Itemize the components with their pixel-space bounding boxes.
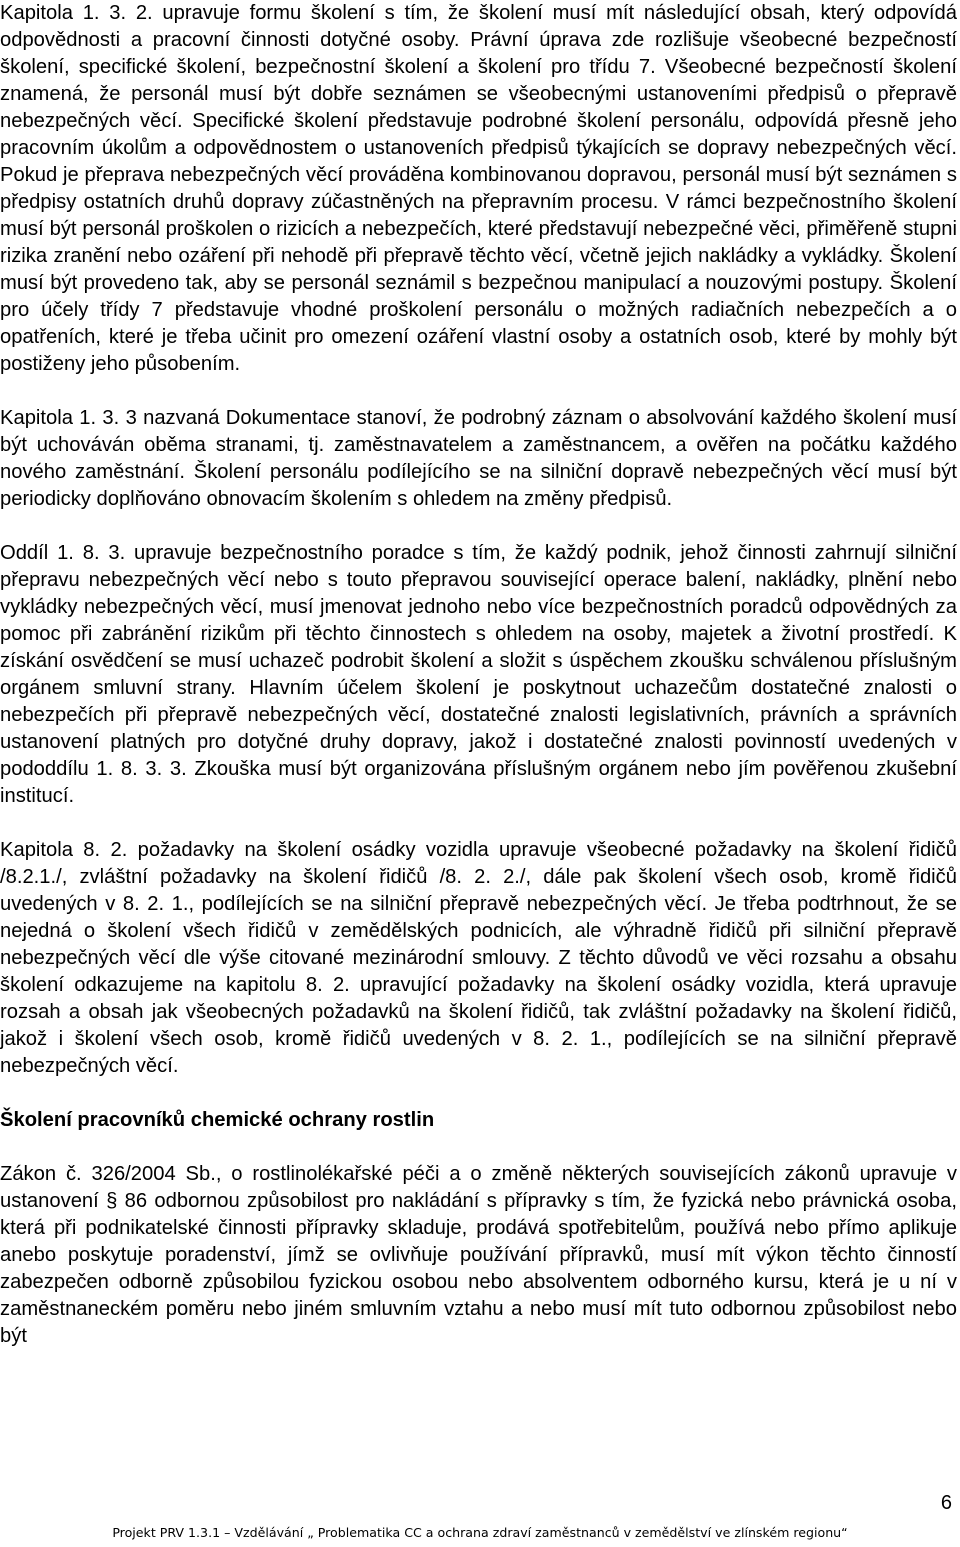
paragraph-oddil-1-8-3: Oddíl 1. 8. 3. upravuje bezpečnostního poradce s tím, že každý podnik, jehož činnosti zahrnují silniční přepravu nebezpečných věcí nebo s touto přepravou související operace balení, nakládky, plnění nebo vykládky nebezpečných věcí, musí jmenovat jednoho nebo více bezpečnostních poradců odpovědných za pomoc při zabránění rizikům při těchto činnostech s ohledem na osoby, majetek a životní prostředí. K získání osvědčení se musí uchazeč podrobit školení a složit s úspěchem zkoušku schválenou příslušným orgánem smluvní strany. Hlavním účelem školení je poskytnout uchazečům dostatečné znalosti o nebezpečích při přepravě nebezpečných věcí, dostatečné znalosti legislativních, právních a správních ustanovení platných pro dotyčné druhy dopravy, jakož i dostatečné znalosti povinností uvedených v pododdílu 1. 8. 3. 3. Zkouška musí být organizována příslušným orgánem nebo jím pověřenou zkušební institucí. bbox=[0, 542, 957, 807]
paragraph-zakon-326-2004: Zákon č. 326/2004 Sb., o rostlinolékařské péči a o změně některých souvisejících zákonů upravuje v ustanovení § 86 odbornou způsobilost pro nakládání s přípravky s tím, že fyzická nebo právnická osoba, která při podnikatelské činnosti přípravky skladuje, prodává spotřebitelům, používá nebo přímo aplikuje anebo poskytuje poradenství, jímž se ovlivňuje používání přípravků, musí mít výkon těchto činností zabezpečen odborně způsobilou fyzickou osobou nebo absolventem odborného kursu, která je u ní v zaměstnaneckém poměru nebo jiném smluvním vztahu a nebo musí mít tuto odbornou způsobilost nebo být bbox=[0, 1163, 957, 1347]
page-number: 6 bbox=[940, 1492, 952, 1514]
page-footer: Projekt PRV 1.3.1 – Vzdělávání „ Problematika CC a ochrana zdraví zaměstnanců v zemědělství ve zlínském regionu“ bbox=[112, 1525, 848, 1540]
paragraph-kapitola-8-2: Kapitola 8. 2. požadavky na školení osádky vozidla upravuje všeobecné požadavky na školení řidičů /8.2.1./, zvláštní požadavky na školení řidičů /8. 2. 2./, dále pak školení všech osob, kromě řidičů uvedených v 8. 2. 1., podílejících se na silniční přepravě nebezpečných věcí. Je třeba podtrhnout, že se nejedná o školení všech řidičů v zemědělských podnicích, ale výhradně řidičů při silniční přepravě nebezpečných věcí dle výše citované mezinárodní smlouvy. Z těchto důvodů ve věci rozsahu a obsahu školení odkazujeme na kapitolu 8. 2. upravující požadavky na školení osádky vozidla, která upravuje rozsah a obsah jak všeobecných požadavků na školení řidičů, tak zvláštní požadavky na školení řidičů, jakož i školení všech osob, kromě řidičů uvedených v 8. 2. 1., podílejících se na silniční přepravě nebezpečných věcí. bbox=[0, 839, 957, 1077]
paragraph-kapitola-1-3-2: Kapitola 1. 3. 2. upravuje formu školení s tím, že školení musí mít následující obsah, který odpovídá odpovědnosti a pracovní činnosti dotyčné osoby. Právní úprava zde rozlišuje všeobecné bezpečností školení, specifické školení, bezpečnostní školení a školení pro třídu 7. Všeobecné bezpečností školení znamená, že personál musí být dobře seznámen se všeobecnými ustanoveními předpisů o přepravě nebezpečných věcí. Specifické školení představuje podrobné školení personálu, odpovídá přesně jeho pracovním úkolům a odpovědnostem o ustanoveních předpisů týkajících se dopravy nebezpečných věcí. Pokud je přeprava nebezpečných věcí prováděna kombinovanou dopravou, personál musí být seznámen s předpisy ostatních druhů dopravy zúčastněných na přepravním procesu. V rámci bezpečnostního školení musí být personál proškolen o rizicích a nebezpečích, které představují nebezpečné věci, přiměřeně stupni rizika zranění nebo ozáření při nehodě při přepravě těchto věcí, včetně jejich nakládky a vykládky. Školení musí být provedeno tak, aby se personál seznámil s bezpečnou manipulací a nouzovými postupy. Školení pro účely třídy 7 představuje vhodné proškolení personálu o možných radiačních nebezpečích a o opatřeních, které je třeba učinit pro omezení ozáření vlastní osoby a ostatních osob, které by mohly být postiženy jeho působením. bbox=[0, 2, 957, 375]
section-heading: Školení pracovníků chemické ochrany rostlin bbox=[0, 1109, 435, 1131]
paragraph-kapitola-1-3-3: Kapitola 1. 3. 3 nazvaná Dokumentace stanoví, že podrobný záznam o absolvování každého školení musí být uchováván oběma stranami, tj. zaměstnavatelem a zaměstnancem, a ověřen na počátku každého nového zaměstnání. Školení personálu podílejícího se na silniční dopravě nebezpečných věcí musí být periodicky doplňováno obnovacím školením s ohledem na změny předpisů. bbox=[0, 407, 957, 510]
